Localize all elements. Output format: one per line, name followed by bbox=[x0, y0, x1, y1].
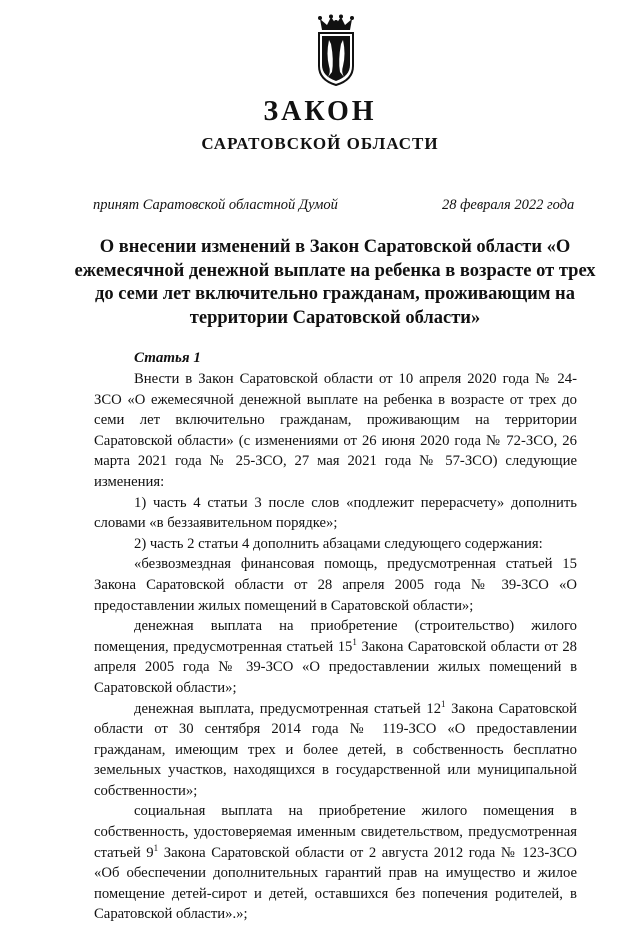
saratov-coat-of-arms-icon bbox=[316, 14, 356, 86]
paragraph-social-payment bbox=[94, 801, 577, 925]
law-title: О внесении изменений в Закон Саратовской области «О ежемесячной денежной выплате на ребенка в возрасте от трех до семи лет включительно гражданам, проживающим на территории Саратовской области» bbox=[74, 237, 596, 328]
text-segment: Закона Саратовской области от 30 сентября 2014 года № 119-ЗСО «О предоставлении гражданам, имеющим трех и более детей, в собственность бесплатно земельных участков, находящихся в государственной или муниципальной собственности»; bbox=[94, 700, 577, 799]
paragraph-financial-aid: «безвозмездная финансовая помощь, предусмотренная статьей 15 Закона Саратовской области от 28 апреля 2005 года № 39-ЗСО «О предоставлении жилых помещений в Саратовской области»; bbox=[94, 556, 577, 614]
text-segment: денежная выплата на приобретение (строительство) жилого помещения, предусмотренная статьей 15 bbox=[94, 618, 577, 655]
document-title: ЗАКОН bbox=[263, 96, 377, 127]
text-segment: социальная выплата на приобретение жилого помещения в собственность, удостоверяемая именным свидетельством, предусмотренная статьей 9 bbox=[94, 803, 577, 861]
text-segment: Закона Саратовской области от 2 августа 2012 года № 123-ЗСО «Об обеспечении дополнительных гарантий прав на имущество и жилое помещение детей-сирот и детей, оставшихся без попечения родителей, в Саратовской области».»; bbox=[94, 844, 577, 923]
document-subtitle: САРАТОВСКОЙ ОБЛАСТИ bbox=[201, 134, 439, 153]
paragraph-housing-payment bbox=[94, 616, 577, 698]
paragraph-item-1: 1) часть 4 статьи 3 после слов «подлежит перерасчету» дополнить словами «в беззаявительном порядке»; bbox=[94, 494, 577, 532]
article-heading: Статья 1 bbox=[134, 350, 201, 366]
text-segment: Закона Саратовской области от 28 апреля 2005 года № 39-ЗСО «О предоставлении жилых помещений в Саратовской области»; bbox=[94, 638, 578, 696]
text-segment: денежная выплата, предусмотренная статьей 12 bbox=[134, 700, 442, 717]
paragraph-land-payment bbox=[94, 699, 577, 802]
paragraph-intro: Внести в Закон Саратовской области от 10 апреля 2020 года № 24-ЗСО «О ежемесячной денежной выплате на ребенка в возрасте от трех до семи лет включительно гражданам, проживающим на территории Саратовской области» (с изменениями от 26 июня 2020 года № 72-ЗСО, 26 марта 2021 года № 25-ЗСО, 27 мая 2021 года № 57-ЗСО) следующие изменения: bbox=[94, 371, 577, 490]
adopted-by: принят Саратовской областной Думой bbox=[93, 197, 338, 213]
adoption-date: 28 февраля 2022 года bbox=[442, 197, 575, 213]
superscript: 1 bbox=[352, 636, 357, 647]
superscript: 1 bbox=[441, 698, 446, 709]
paragraph-item-2: 2) часть 2 статьи 4 дополнить абзацами следующего содержания: bbox=[134, 535, 543, 552]
superscript: 1 bbox=[153, 842, 159, 853]
article-body bbox=[94, 369, 577, 925]
